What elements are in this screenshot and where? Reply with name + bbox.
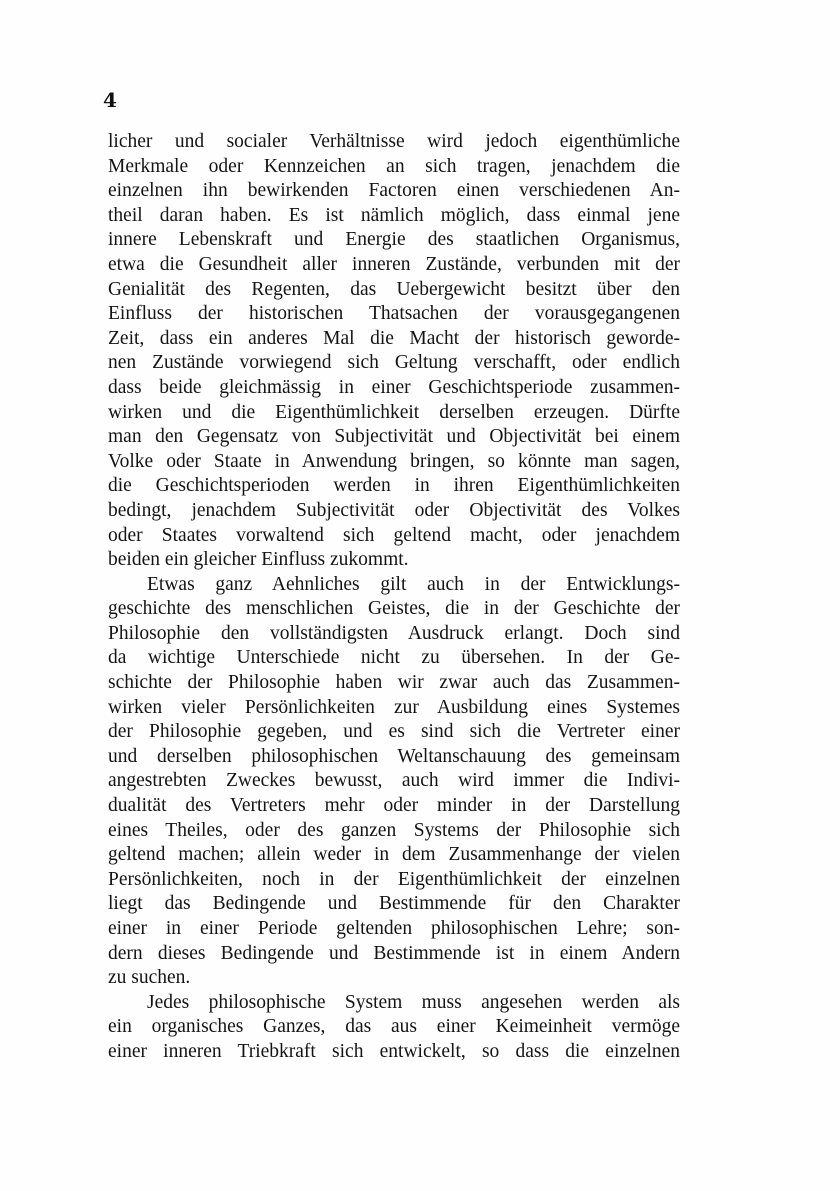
paragraph: [108, 130, 680, 573]
text-line: dass beide gleichmässig in einer Geschichtsperiode zusammen-: [108, 376, 680, 398]
text-line: wirken und die Eigenthümlichkeit derselben erzeugen. Dürfte: [108, 401, 680, 423]
text-line: liegt das Bedingende und Bestimmende für den Charakter: [108, 893, 680, 915]
text-line: ein organisches Ganzes, das aus einer Keimeinheit vermöge: [108, 1016, 680, 1038]
text-line: geschichte des menschlichen Geistes, die in der Geschichte der: [108, 598, 680, 620]
text-line: angestrebten Zweckes bewusst, auch wird immer die Indivi-: [108, 770, 680, 792]
text-line: einzelnen ihn bewirkenden Factoren einen verschiedenen An-: [108, 180, 680, 202]
text-line: wirken vieler Persönlichkeiten zur Ausbildung eines Systemes: [108, 696, 680, 718]
text-line: oder Staates vorwaltend sich geltend macht, oder jenachdem: [108, 524, 680, 546]
text-line: Genialität des Regenten, das Uebergewicht besitzt über den: [108, 278, 680, 300]
text-line: Philosophie den vollständigsten Ausdruck erlangt. Doch sind: [108, 622, 680, 644]
paragraph: [108, 573, 680, 991]
text-line: zu suchen.: [108, 967, 191, 989]
paragraph: [108, 991, 680, 1065]
page-number: 4: [103, 88, 117, 112]
text-line: da wichtige Unterschiede nicht zu übersehen. In der Ge-: [108, 647, 680, 669]
body-text: [108, 130, 680, 1065]
text-line: einer in einer Periode geltenden philosophischen Lehre; son-: [108, 918, 680, 939]
text-line: bedingt, jenachdem Subjectivität oder Objectivität des Volkes: [108, 499, 680, 521]
text-line: Etwas ganz Aehnliches gilt auch in der Entwicklungs-: [147, 573, 680, 595]
text-line: Einfluss der historischen Thatsachen der vorausgegangenen: [108, 303, 680, 325]
text-line: nen Zustände vorwiegend sich Geltung verschafft, oder endlich: [108, 352, 680, 374]
text-line: theil daran haben. Es ist nämlich möglich, dass einmal jene: [108, 204, 680, 226]
text-line: innere Lebenskraft und Energie des staatlichen Organismus,: [108, 229, 680, 251]
text-line: Jedes philosophische System muss angesehen werden als: [147, 991, 680, 1013]
text-line: eines Theiles, oder des ganzen Systems der Philosophie sich: [108, 819, 680, 841]
text-line: beiden ein gleicher Einfluss zukommt.: [108, 549, 409, 571]
text-line: man den Gegensatz von Subjectivität und Objectivität bei einem: [108, 426, 680, 448]
text-line: und derselben philosophischen Weltanschauung des gemeinsam: [108, 745, 680, 767]
text-line: Merkmale oder Kennzeichen an sich tragen, jenachdem die: [108, 155, 680, 177]
text-line: einer inneren Triebkraft sich entwickelt, so dass die einzelnen: [108, 1040, 680, 1062]
text-line: die Geschichtsperioden werden in ihren Eigenthümlichkeiten: [108, 475, 680, 497]
text-line: der Philosophie gegeben, und es sind sich die Vertreter einer: [108, 721, 680, 743]
text-line: Zeit, dass ein anderes Mal die Macht der historisch geworde-: [108, 327, 680, 349]
text-line: etwa die Gesundheit aller inneren Zustände, verbunden mit der: [108, 253, 680, 275]
text-line: geltend machen; allein weder in dem Zusammenhange der vielen: [108, 844, 680, 866]
text-line: Volke oder Staate in Anwendung bringen, so könnte man sagen,: [108, 450, 680, 472]
text-line: schichte der Philosophie haben wir zwar auch das Zusammen-: [108, 672, 680, 694]
text-line: dualität des Vertreters mehr oder minder in der Darstellung: [108, 795, 680, 817]
text-line: licher und socialer Verhältnisse wird jedoch eigenthümliche: [108, 131, 680, 152]
text-line: Persönlichkeiten, noch in der Eigenthümlichkeit der einzelnen: [108, 868, 680, 890]
text-line: dern dieses Bedingende und Bestimmende ist in einem Andern: [108, 942, 680, 964]
